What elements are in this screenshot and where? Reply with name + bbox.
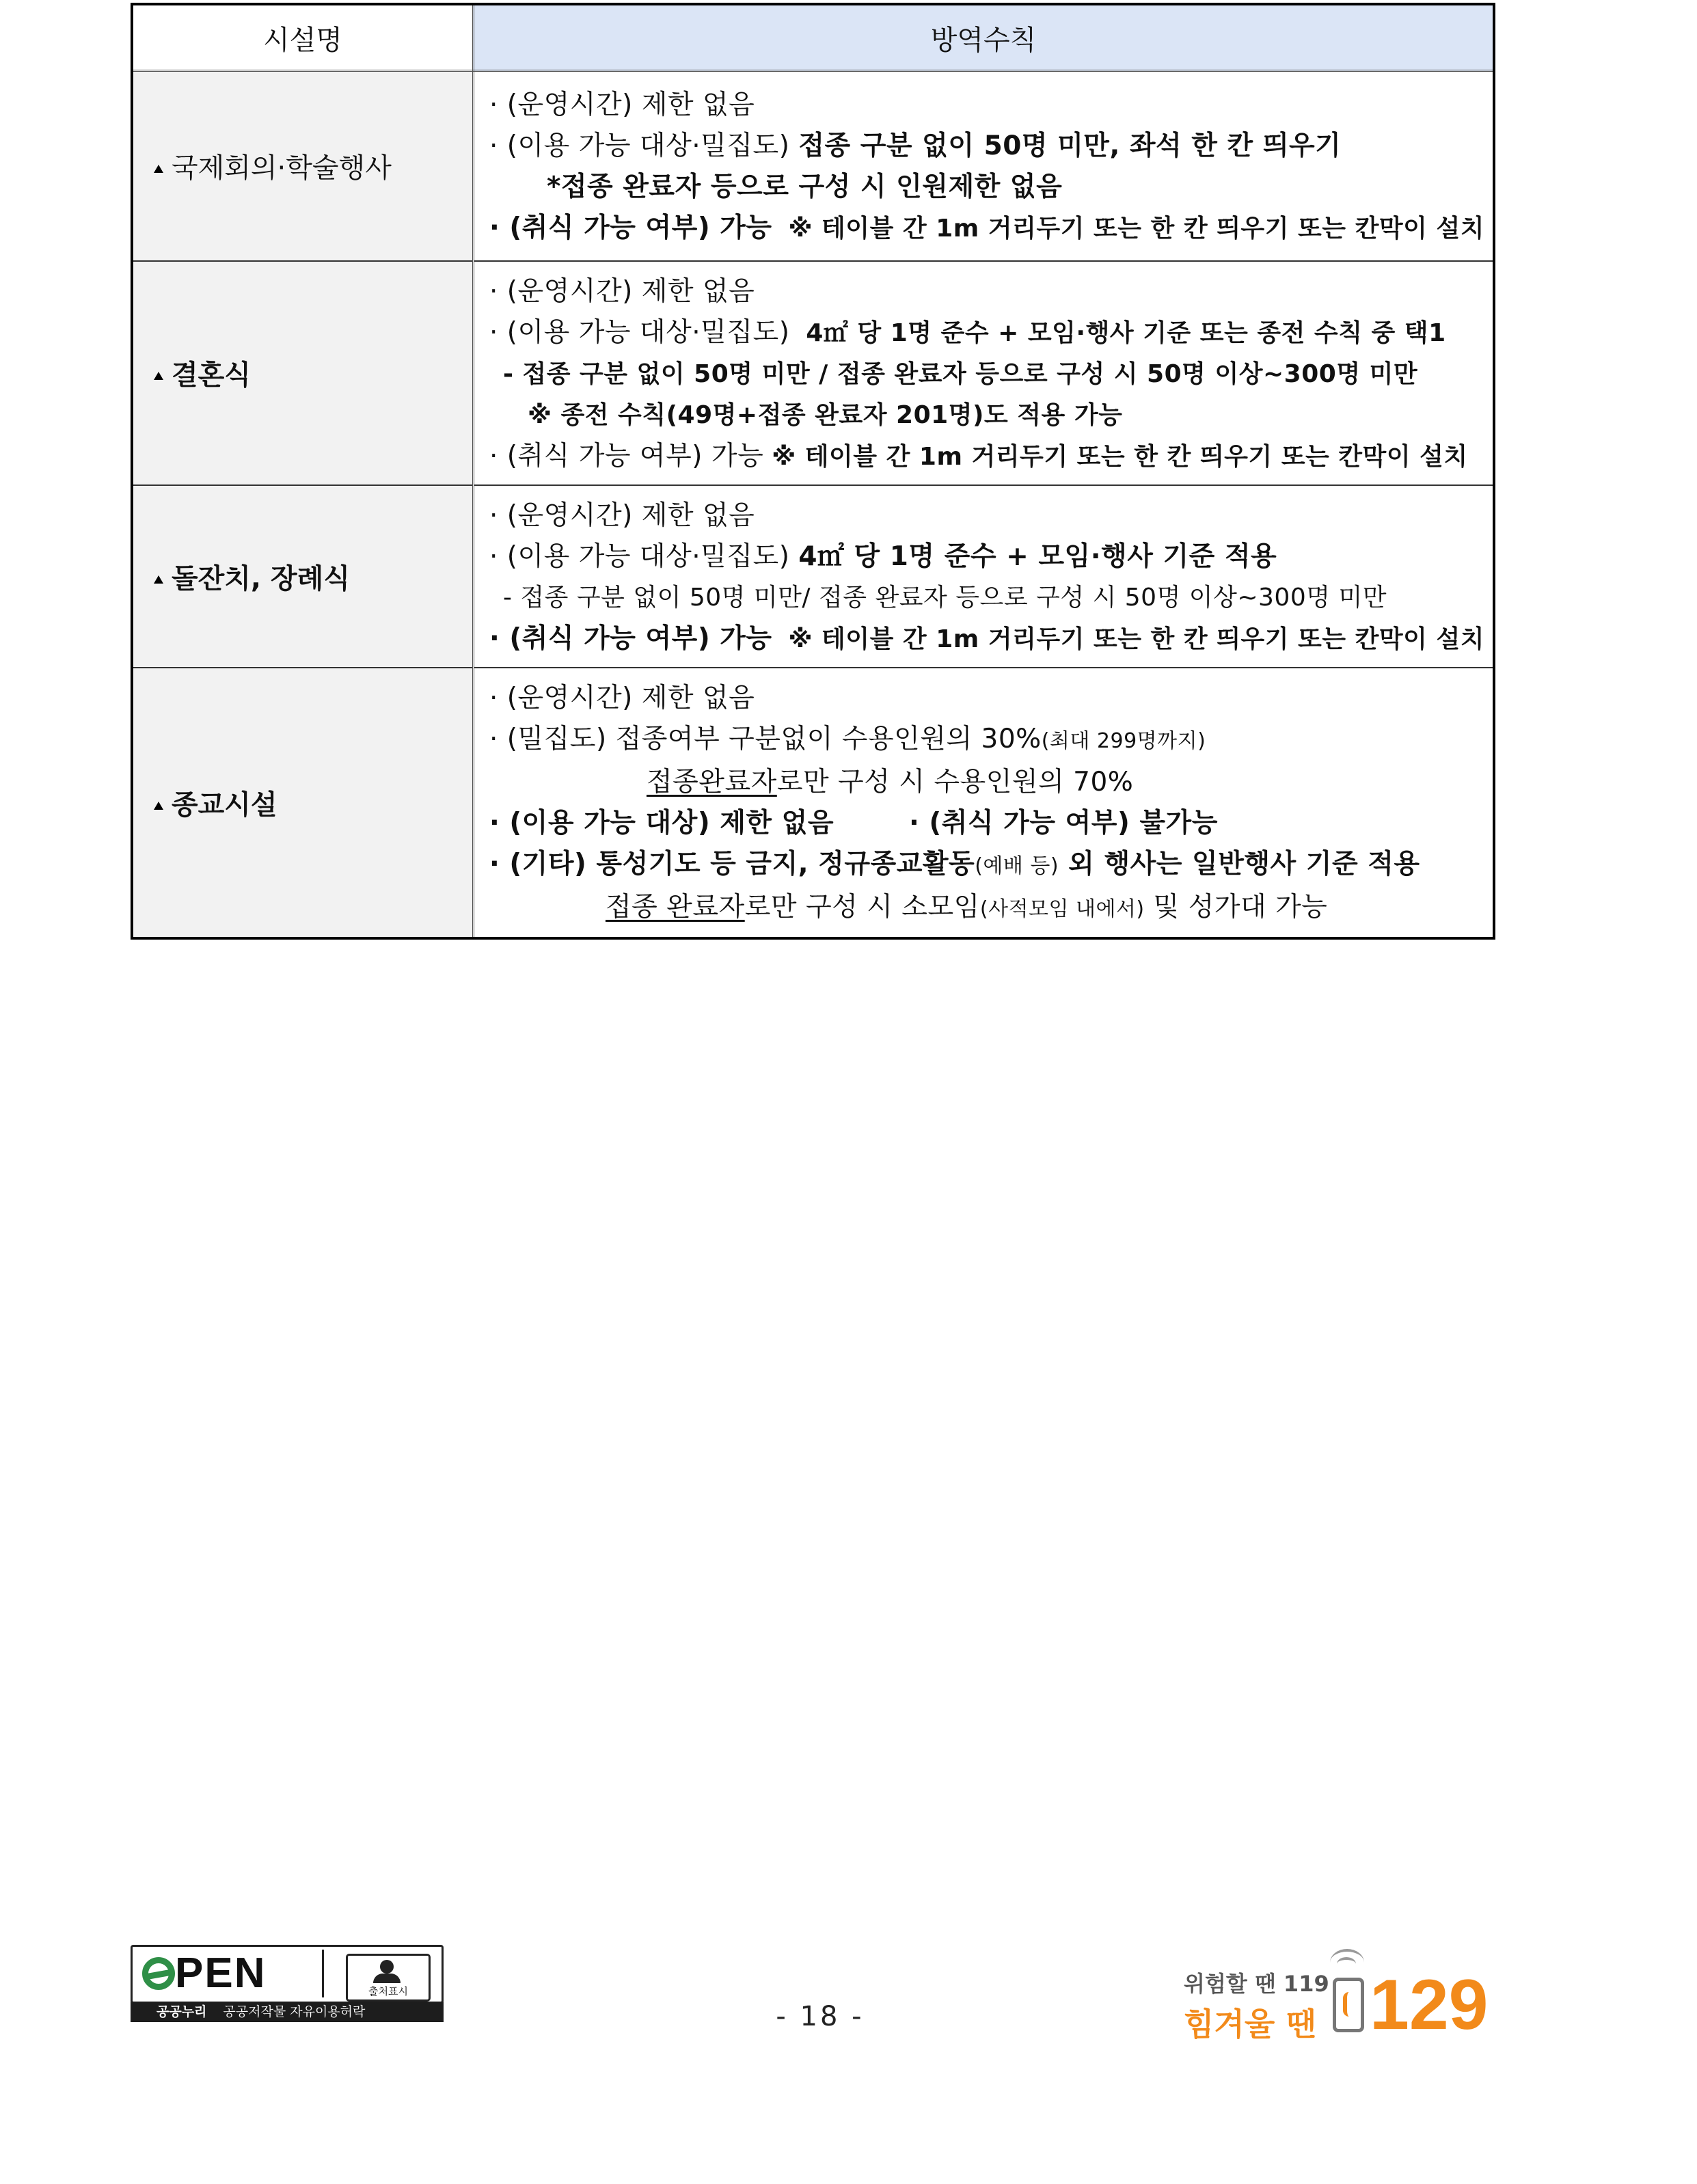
rule-line: [489, 719, 1484, 762]
rule-text-bold: · (취식 가능 여부) 가능: [489, 213, 772, 244]
rule-line: [489, 271, 1484, 312]
rule-text-bold: ※ 종전 수칙(49명+접종 완료자 201명)도 적용 가능: [527, 400, 1123, 429]
rule-text-bold: ※ 테이블 간 1m 거리두기 또는 한 칸 띄우기 또는 칸막이 설치: [788, 215, 1484, 243]
rule-text-small: (예배 등): [975, 854, 1059, 878]
rule-text-small: (최대 299명까지): [1041, 728, 1206, 753]
rule-line: [489, 803, 1484, 844]
rules-cell: [473, 71, 1494, 261]
person-body-icon: [373, 1974, 401, 1983]
rule-line: [489, 887, 1484, 930]
header-facility-name: 시설명: [132, 4, 473, 71]
open-o-icon: [142, 1957, 175, 1990]
rule-text-bold: 4㎡ 당 1명 준수 + 모임·행사 기준 적용: [798, 541, 1277, 572]
rule-text: · (운영시간) 제한 없음: [489, 90, 755, 121]
rule-text-bold: · (기타) 통성기도 등 금지, 정규종교활동: [489, 848, 975, 879]
facility-name-cell: [132, 71, 473, 261]
open-logo-text: PEN: [175, 1950, 267, 1997]
signal-waves-icon: [1330, 1949, 1364, 1976]
table-row: [132, 485, 1494, 668]
rule-text: 로만 구성 시 소모임: [744, 891, 980, 923]
rule-text-small: (사적모임 내에서): [979, 897, 1145, 921]
rule-text: - 접종 구분 없이 50명 미만/ 접종 완료자 등으로 구성 시 50명 이상~300명 미만: [502, 583, 1387, 612]
open-license-badge: [131, 1945, 444, 2004]
rule-text-bold: - 접종 구분 없이 50명 미만 / 접종 완료자 등으로 구성 시 50명 이상~300명 미만: [502, 359, 1418, 388]
attribution-label: 출처표시: [368, 1985, 408, 1997]
table-row: [132, 71, 1494, 261]
rule-line: [489, 312, 1484, 354]
table-header-row: [132, 4, 1494, 71]
rule-text-underlined: 접종 완료자: [605, 891, 745, 923]
rule-text-bold: · (취식 가능 여부) 불가능: [909, 807, 1218, 838]
rule-text-bold: *접종 완료자 등으로 구성 시 인원제한 없음: [546, 172, 1063, 203]
hotline-logo: [1182, 1945, 1510, 2045]
rule-text-bold: 외 행사는 일반행사 기준 적용: [1059, 848, 1420, 879]
facility-name: 국제회의·학술행사: [172, 152, 392, 185]
rule-text: · (이용 가능 대상·밀집도): [489, 131, 799, 162]
rule-text-bold: ※ 테이블 간 1m 거리두기 또는 한 칸 띄우기 또는 칸막이 설치: [788, 625, 1484, 653]
rule-text: · (운영시간) 제한 없음: [489, 682, 755, 713]
facility-name: 결혼식: [172, 359, 251, 391]
rule-line: [489, 354, 1484, 395]
page-number: - 18 -: [776, 2001, 865, 2032]
facility-name-cell: [132, 668, 473, 938]
facility-name: 종교시설: [172, 789, 277, 821]
phone-icon: [1333, 1978, 1364, 2032]
rule-text: · (운영시간) 제한 없음: [489, 275, 755, 307]
rule-text: · (이용 가능 대상·밀집도): [489, 316, 790, 348]
hotline-number: 129: [1370, 1965, 1489, 2045]
hotline-text: 힘겨울 땐: [1184, 2006, 1316, 2043]
rules-table: [131, 3, 1495, 940]
license-strip: [131, 2002, 444, 2022]
rule-line: [489, 395, 1484, 436]
hotline-119-text: 위험할 땐 119: [1184, 1971, 1329, 1997]
rule-line: [489, 495, 1484, 536]
rule-text-bold: 접종 구분 없이 50명 미만, 좌석 한 칸 띄우기: [798, 131, 1342, 162]
rule-text-bold: ※ 테이블 간 1m 거리두기 또는 한 칸 띄우기 또는 칸막이 설치: [772, 442, 1468, 471]
attribution-icon: [346, 1954, 431, 2002]
rule-line: [489, 436, 1484, 478]
rules-cell: [473, 261, 1494, 485]
rule-line: [489, 678, 1484, 719]
header-rules: 방역수칙: [473, 4, 1494, 71]
triangle-bullet-icon: [154, 802, 163, 810]
person-head-icon: [380, 1960, 394, 1974]
facility-name: 돌잔치, 장례식: [172, 562, 350, 595]
license-text: 공공저작물 자유이용허락: [223, 2004, 366, 2019]
rules-cell: [473, 485, 1494, 668]
rule-text: 및 성가대 가능: [1144, 891, 1328, 923]
rule-text: · (취식 가능 여부) 가능: [489, 440, 764, 472]
rules-cell: [473, 668, 1494, 938]
triangle-bullet-icon: [154, 165, 163, 173]
rule-text-underlined: 접종완료자: [646, 766, 777, 797]
rule-line: [489, 844, 1484, 887]
open-logo: [142, 1951, 266, 1996]
rule-line: [489, 536, 1484, 577]
rule-text: · (이용 가능 대상·밀집도): [489, 541, 790, 572]
badge-divider: [322, 1950, 324, 1997]
rule-text-bold: 4㎡ 당 1명 준수 + 모임·행사 기준 또는 종전 수칙 중 택1: [806, 318, 1446, 347]
table-row: [132, 668, 1494, 938]
rule-line: [489, 618, 1484, 660]
facility-name-cell: [132, 261, 473, 485]
facility-name-cell: [132, 485, 473, 668]
rule-line: [489, 577, 1484, 618]
rule-line: [489, 208, 1484, 249]
rule-line: [489, 167, 1484, 208]
table-row: [132, 261, 1494, 485]
rule-text-bold: · (이용 가능 대상) 제한 없음: [489, 807, 834, 838]
rule-line: [489, 85, 1484, 126]
rule-line: [489, 126, 1484, 167]
triangle-bullet-icon: [154, 575, 163, 584]
rule-line: [489, 762, 1484, 803]
rule-text-bold: · (취식 가능 여부) 가능: [489, 623, 772, 654]
rule-text: 로만 구성 시 수용인원의 70%: [776, 766, 1134, 797]
triangle-bullet-icon: [154, 372, 163, 380]
license-name: 공공누리: [157, 2004, 207, 2019]
rule-text: · (운영시간) 제한 없음: [489, 500, 755, 531]
rule-text: · (밀집도) 접종여부 구분없이 수용인원의 30%: [489, 723, 1042, 754]
